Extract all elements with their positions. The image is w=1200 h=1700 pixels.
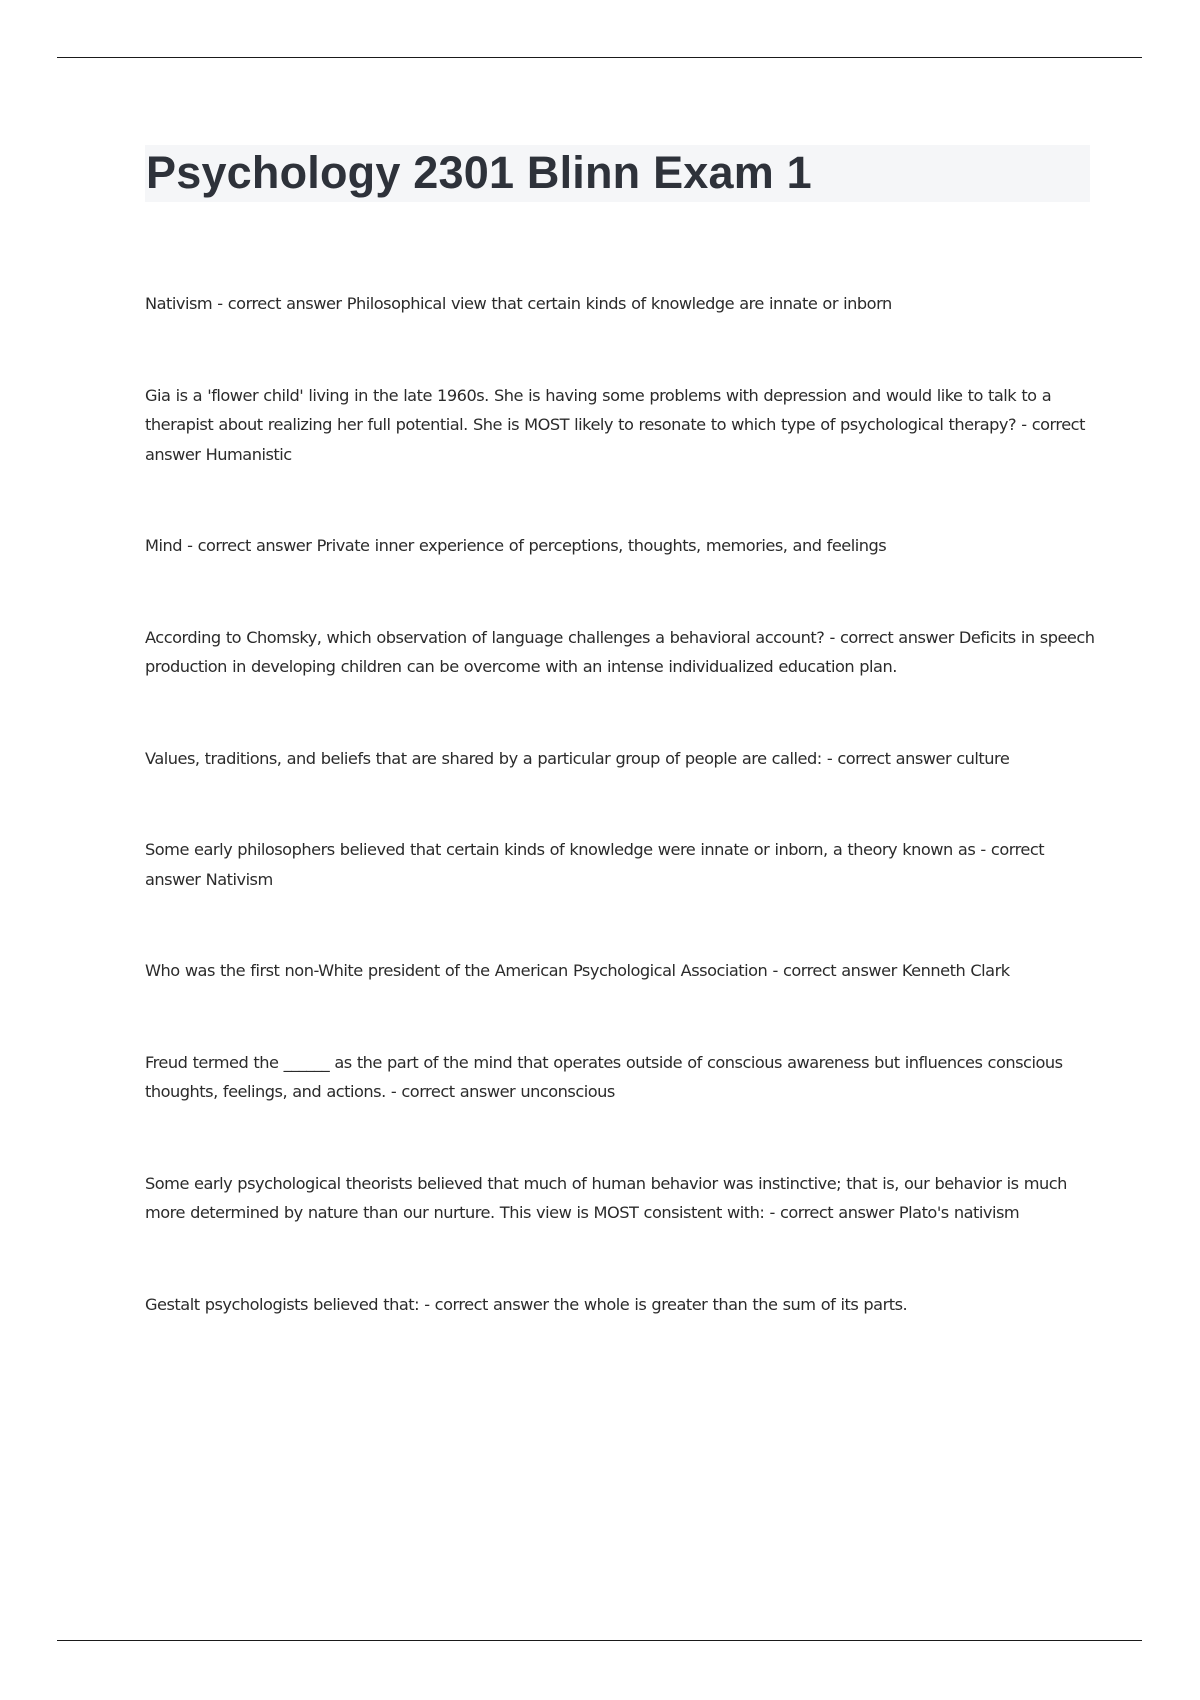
qa-item <box>145 531 1095 561</box>
qa-text: Some early philosophers believed that certain kinds of knowledge were innate or inborn, a theory known as - correct answer Nativism <box>145 840 1045 889</box>
qa-text: Freud termed the ______ as the part of the mind that operates outside of conscious awareness but influences conscious thoughts, feelings, and actions. - correct answer unconscious <box>145 1052 1063 1101</box>
qa-text: Nativism - correct answer Philosophical view that certain kinds of knowledge are innate or inborn <box>145 294 892 313</box>
qa-text: Gestalt psychologists believed that: - correct answer the whole is greater than the sum of its parts. <box>145 1294 908 1314</box>
qa-item <box>145 1169 1095 1228</box>
qa-item <box>145 623 1095 682</box>
qa-item <box>145 956 1095 986</box>
qa-item <box>145 744 1095 774</box>
qa-text: Values, traditions, and beliefs that are shared by a particular group of people are called: - correct answer culture <box>145 748 1010 768</box>
qa-item <box>145 381 1095 470</box>
qa-text: According to Chomsky, which observation of language challenges a behavioral account? - correct answer Deficits in speech production in developing children can be overcome with an intense individualized education plan. <box>145 627 1095 676</box>
document-title: Psychology 2301 Blinn Exam 1 <box>146 147 812 198</box>
qa-list <box>145 289 1095 1381</box>
qa-text: Some early psychological theorists believed that much of human behavior was instinctive; that is, our behavior is much more determined by nature than our nurture. This view is MOST consistent with: - correct answer Plato's nativism <box>145 1173 1067 1222</box>
qa-text: Gia is a 'flower child' living in the late 1960s. She is having some problems with depression and would like to talk to a therapist about realizing her full potential. She is MOST likely to resonate to which type of psychological therapy? - correct answer Humanistic <box>145 385 1085 464</box>
qa-text: Mind - correct answer Private inner experience of perceptions, thoughts, memories, and feelings <box>145 536 887 555</box>
footer-rule <box>57 1640 1142 1641</box>
header-rule <box>57 57 1142 58</box>
qa-item <box>145 289 1095 319</box>
qa-item <box>145 1048 1095 1107</box>
qa-text: Who was the first non-White president of the American Psychological Association - correct answer Kenneth Clark <box>145 961 1010 980</box>
qa-item <box>145 835 1095 894</box>
qa-item <box>145 1290 1095 1320</box>
